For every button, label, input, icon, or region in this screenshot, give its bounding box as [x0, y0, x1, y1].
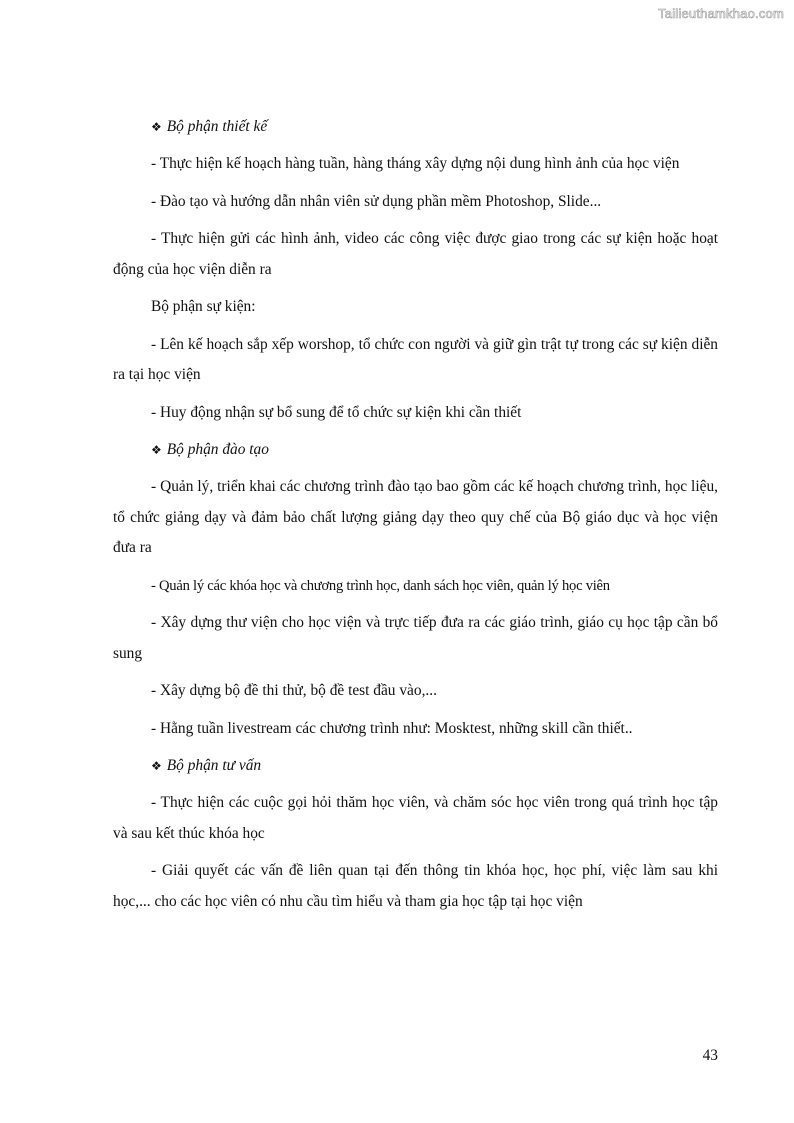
paragraph-training-2: - Quản lý các khóa học và chương trình học, danh sách học viên, quản lý học viên — [151, 577, 610, 594]
paragraph-design-3: - Thực hiện gửi các hình ảnh, video các công việc được giao trong các sự kiện hoặc hoạt động của học viện diễn ra — [113, 230, 718, 278]
watermark-text: Tailieuthamkhao.com — [658, 6, 784, 21]
section-heading-design — [113, 112, 718, 142]
diamond-bullet-icon: ❖ — [151, 759, 162, 773]
paragraph-consulting-1: - Thực hiện các cuộc gọi hỏi thăm học viên, và chăm sóc học viên trong quá trình học tập và sau kết thúc khóa học — [113, 794, 718, 842]
diamond-bullet-icon: ❖ — [151, 120, 162, 134]
section-heading-training — [113, 435, 718, 465]
heading-text: Bộ phận tư vấn — [166, 757, 262, 774]
page-number: 43 — [702, 1047, 718, 1064]
paragraph-events-2: - Huy động nhận sự bổ sung để tổ chức sự kiện khi cần thiết — [151, 403, 522, 421]
paragraph-design-1: - Thực hiện kế hoạch hàng tuần, hàng tháng xây dựng nội dung hình ảnh của học viện — [151, 155, 680, 172]
section-heading-events: Bộ phận sự kiện: — [151, 298, 256, 315]
paragraph-training-5: - Hằng tuần livestream các chương trình như: Mosktest, những skill cần thiết.. — [151, 719, 633, 737]
paragraph-training-3: - Xây dựng thư viện cho học viện và trực tiếp đưa ra các giáo trình, giáo cụ học tập cần bổ sung — [113, 614, 718, 662]
heading-text: Bộ phận đào tạo — [166, 441, 269, 458]
diamond-bullet-icon: ❖ — [151, 443, 162, 457]
paragraph-training-1: - Quản lý, triển khai các chương trình đào tạo bao gồm các kế hoạch chương trình, học liệu, tổ chức giảng dạy và đảm bảo chất lượng giảng dạy theo quy chế của Bộ giáo dục và học viện đưa ra — [113, 478, 718, 556]
paragraph-consulting-2: - Giải quyết các vấn đề liên quan tại đến thông tin khóa học, học phí, việc làm sau khi học,... cho các học viên có nhu cầu tìm hiểu và tham gia học tập tại học viện — [113, 862, 718, 910]
section-heading-consulting — [113, 751, 718, 781]
heading-text: Bộ phận thiết kế — [166, 118, 268, 135]
paragraph-design-2: - Đào tạo và hướng dẫn nhân viên sử dụng phần mềm Photoshop, Slide... — [151, 192, 602, 210]
paragraph-training-4: - Xây dựng bộ đề thi thử, bộ đề test đầu vào,... — [151, 682, 437, 699]
document-body — [113, 112, 718, 924]
paragraph-events-1: - Lên kế hoạch sắp xếp worshop, tổ chức con người và giữ gìn trật tự trong các sự kiện diễn ra tại học viện — [113, 335, 718, 383]
